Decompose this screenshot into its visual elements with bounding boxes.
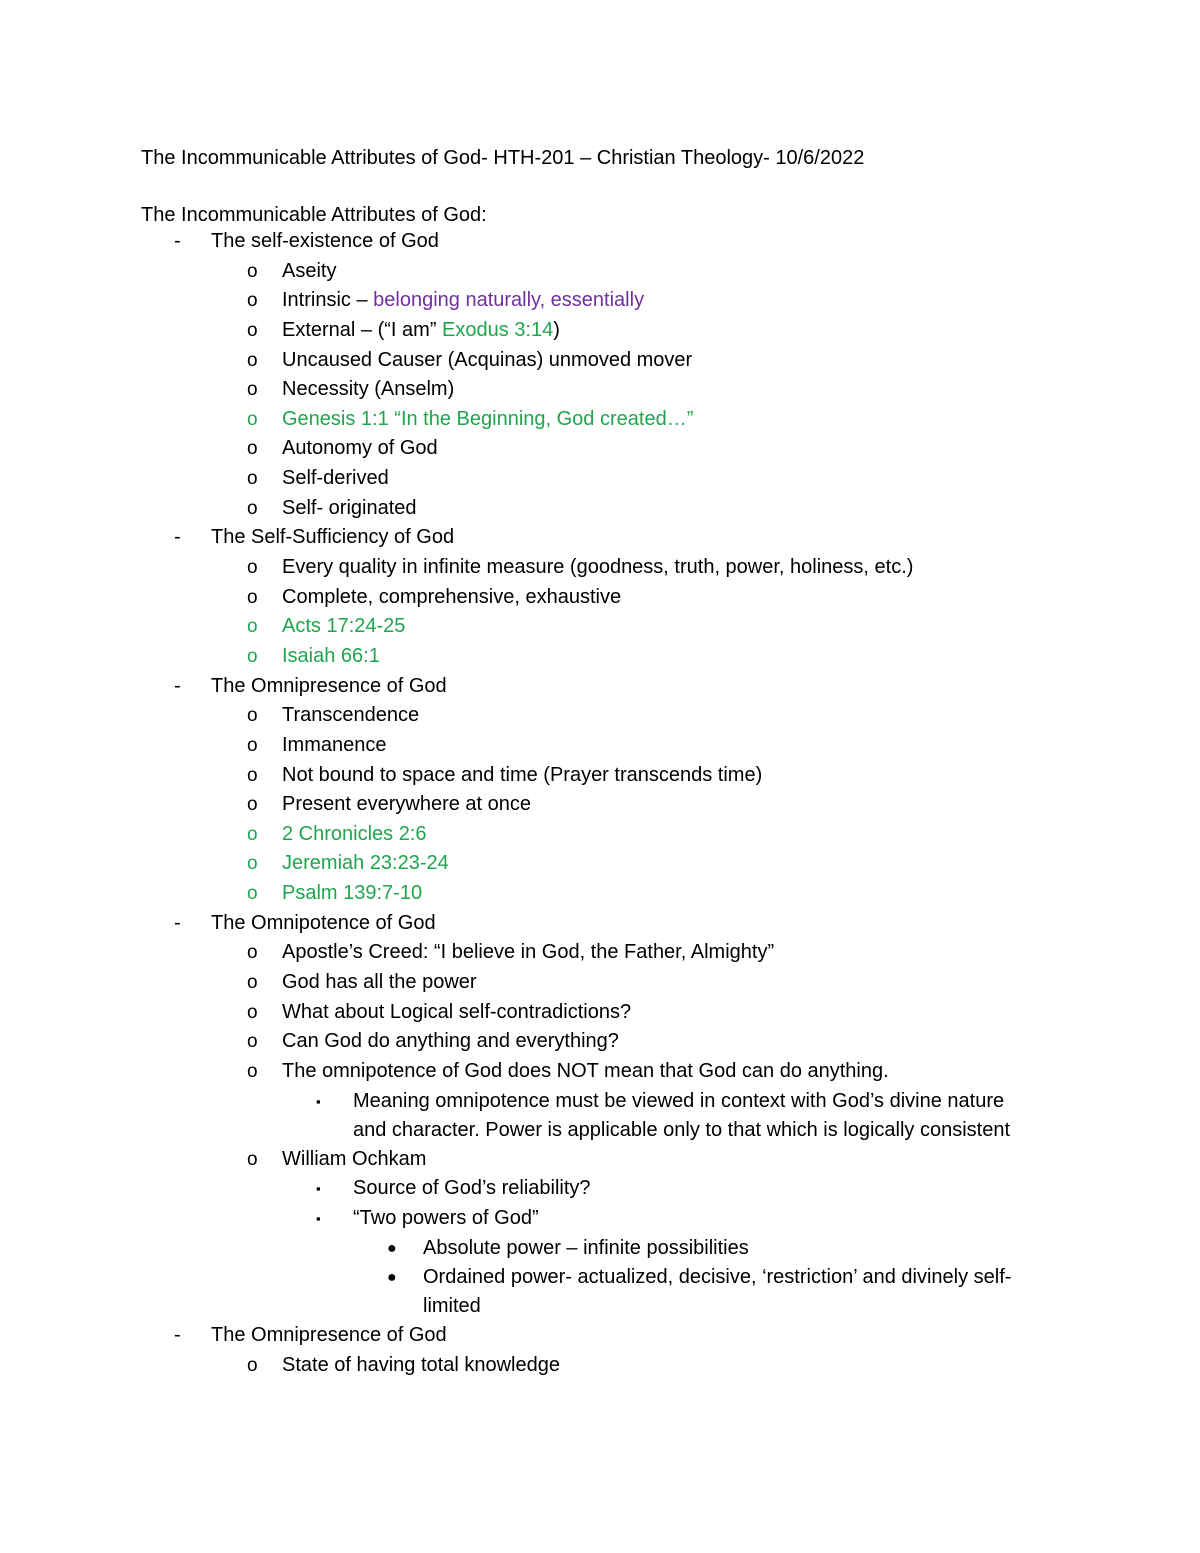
- topic-omnipresence: The Omnipresence of God: [211, 674, 447, 697]
- square-bullet: ▪: [316, 1210, 321, 1226]
- dash-bullet: -: [174, 526, 181, 549]
- dash-bullet: -: [174, 674, 181, 697]
- circle-bullet: o: [247, 972, 258, 994]
- list-item-text: Autonomy of God: [282, 437, 438, 460]
- outline-item-level2: [0, 612, 1200, 642]
- outline-item-level2: [0, 316, 1200, 346]
- circle-bullet: o: [247, 1031, 258, 1053]
- list-item-text: “Two powers of God”: [353, 1206, 539, 1229]
- topic-omnipotence: The Omnipotence of God: [211, 911, 436, 934]
- list-item-text: William Ochkam: [282, 1147, 427, 1170]
- outline-item-level1: [0, 672, 1200, 702]
- list-item-text: The omnipotence of God does NOT mean that God can do anything.: [282, 1059, 889, 1082]
- circle-bullet: o: [247, 705, 258, 727]
- scripture-reference: Acts 17:24-25: [282, 615, 406, 638]
- outline-item-level2: [0, 642, 1200, 672]
- circle-bullet: o: [247, 616, 258, 638]
- list-item-text: Self-derived: [282, 467, 389, 490]
- dash-bullet: -: [174, 1324, 181, 1347]
- circle-bullet: o: [247, 734, 258, 756]
- outline-item-level2: [0, 938, 1200, 968]
- outline-item-level1: [0, 1321, 1200, 1351]
- list-item-text: God has all the power: [282, 971, 477, 994]
- circle-bullet: o: [247, 942, 258, 964]
- outline-item-level2: [0, 968, 1200, 998]
- scripture-reference: Psalm 139:7-10: [282, 882, 423, 905]
- circle-bullet: o: [247, 379, 258, 401]
- circle-bullet: o: [247, 468, 258, 490]
- square-bullet: ▪: [316, 1093, 321, 1109]
- outline-item-level2: [0, 1057, 1200, 1087]
- list-item-text: Immanence: [282, 733, 387, 756]
- outline-item-level2: [0, 346, 1200, 376]
- list-item-text: Transcendence: [282, 704, 420, 727]
- outline-item-level3: [0, 1174, 1200, 1204]
- outline-item-level2: [0, 405, 1200, 435]
- scripture-reference: Isaiah 66:1: [282, 644, 380, 667]
- circle-bullet: o: [247, 408, 258, 430]
- dash-bullet: -: [174, 911, 181, 934]
- outline-item-level1: [0, 227, 1200, 257]
- list-item-text: Ordained power- actualized, decisive, ‘restriction’ and divinely self-limited: [423, 1266, 1012, 1318]
- outline-item-level2: [0, 464, 1200, 494]
- outline-item-level2: [0, 286, 1200, 316]
- topic-self-existence: The self-existence of God: [211, 230, 439, 252]
- circle-bullet: o: [247, 883, 258, 905]
- circle-bullet: o: [247, 645, 258, 667]
- outline-item-level4: [0, 1234, 1200, 1264]
- square-bullet: ▪: [316, 1181, 321, 1197]
- outline-item-level2: [0, 434, 1200, 464]
- outline-item-level1: [0, 909, 1200, 939]
- list-item-text: Aseity: [282, 259, 337, 282]
- outline-item-level2: [0, 761, 1200, 791]
- outline-item-level4: [0, 1263, 1200, 1321]
- list-item-text: Self- originated: [282, 496, 417, 519]
- outline-item-level3: [0, 1087, 1200, 1145]
- list-item-text: Complete, comprehensive, exhaustive: [282, 585, 622, 608]
- section-heading: The Incommunicable Attributes of God:: [141, 204, 487, 226]
- outline-item-level2: [0, 583, 1200, 613]
- dash-bullet: -: [174, 230, 181, 252]
- list-item-text: State of having total knowledge: [282, 1353, 560, 1376]
- circle-bullet: o: [247, 823, 258, 845]
- list-item-text: Present everywhere at once: [282, 793, 532, 816]
- outline-item-level2: [0, 1027, 1200, 1057]
- circle-bullet: o: [247, 586, 258, 608]
- outline-item-level2: [0, 849, 1200, 879]
- document-title: The Incommunicable Attributes of God- HTH-201 – Christian Theology- 10/6/2022: [141, 147, 865, 169]
- list-item-text: Source of God’s reliability?: [353, 1177, 591, 1200]
- list-item-text: Apostle’s Creed: “I believe in God, the Father, Almighty”: [282, 941, 775, 964]
- circle-bullet: o: [247, 1060, 258, 1082]
- scripture-reference: 2 Chronicles 2:6: [282, 822, 427, 845]
- circle-bullet: o: [247, 319, 258, 341]
- outline-item-level2: [0, 998, 1200, 1028]
- list-item-text: [282, 286, 644, 316]
- outline-item-level2: [0, 257, 1200, 287]
- list-item-text: What about Logical self-contradictions?: [282, 1000, 632, 1023]
- outline-item-level1: [0, 523, 1200, 553]
- outline-item-level2: [0, 553, 1200, 583]
- list-item-text: Can God do anything and everything?: [282, 1030, 619, 1053]
- circle-bullet: o: [247, 1354, 258, 1376]
- circle-bullet: o: [247, 1001, 258, 1023]
- outline-item-level2: [0, 494, 1200, 524]
- outline-item-level2: [0, 701, 1200, 731]
- topic-omnipresence-2: The Omnipresence of God: [211, 1324, 447, 1347]
- circle-bullet: o: [247, 290, 258, 312]
- scripture-reference: Genesis 1:1 “In the Beginning, God created…”: [282, 407, 694, 430]
- outline-item-level2: [0, 1145, 1200, 1175]
- list-item-text: [282, 316, 560, 346]
- outline-item-level2: [0, 375, 1200, 405]
- circle-bullet: o: [247, 794, 258, 816]
- circle-bullet: o: [247, 260, 258, 282]
- scripture-reference: Jeremiah 23:23-24: [282, 852, 449, 875]
- circle-bullet: o: [247, 853, 258, 875]
- outline-item-level2: [0, 790, 1200, 820]
- circle-bullet: o: [247, 557, 258, 579]
- circle-bullet: o: [247, 1148, 258, 1170]
- topic-self-sufficiency: The Self-Sufficiency of God: [211, 526, 455, 549]
- circle-bullet: o: [247, 764, 258, 786]
- list-item-text: Uncaused Causer (Acquinas) unmoved mover: [282, 348, 693, 371]
- term-label: External – (“I am”: [282, 318, 443, 341]
- outline-item-level2: [0, 1351, 1200, 1381]
- scripture-reference: Exodus 3:14: [442, 318, 554, 341]
- definition-text: belonging naturally, essentially: [373, 289, 645, 312]
- closing-paren: ): [553, 318, 560, 341]
- circle-bullet: o: [247, 497, 258, 519]
- list-item-text: Absolute power – infinite possibilities: [423, 1236, 749, 1259]
- outline-list: [0, 227, 1200, 1380]
- circle-bullet: o: [247, 349, 258, 371]
- outline-item-level3: [0, 1204, 1200, 1234]
- outline-item-level2: [0, 731, 1200, 761]
- list-item-text: Not bound to space and time (Prayer transcends time): [282, 763, 763, 786]
- term-label: Intrinsic –: [282, 289, 374, 312]
- list-item-text: Every quality in infinite measure (goodness, truth, power, holiness, etc.): [282, 556, 914, 579]
- outline-item-level2: [0, 879, 1200, 909]
- outline-item-level2: [0, 820, 1200, 850]
- dot-bullet: ●: [387, 1269, 397, 1287]
- list-item-text: Meaning omnipotence must be viewed in context with God’s divine nature and character. Power is applicable only to that which is logically consistent: [353, 1089, 1011, 1141]
- dot-bullet: ●: [387, 1239, 397, 1257]
- list-item-text: Necessity (Anselm): [282, 378, 455, 401]
- circle-bullet: o: [247, 438, 258, 460]
